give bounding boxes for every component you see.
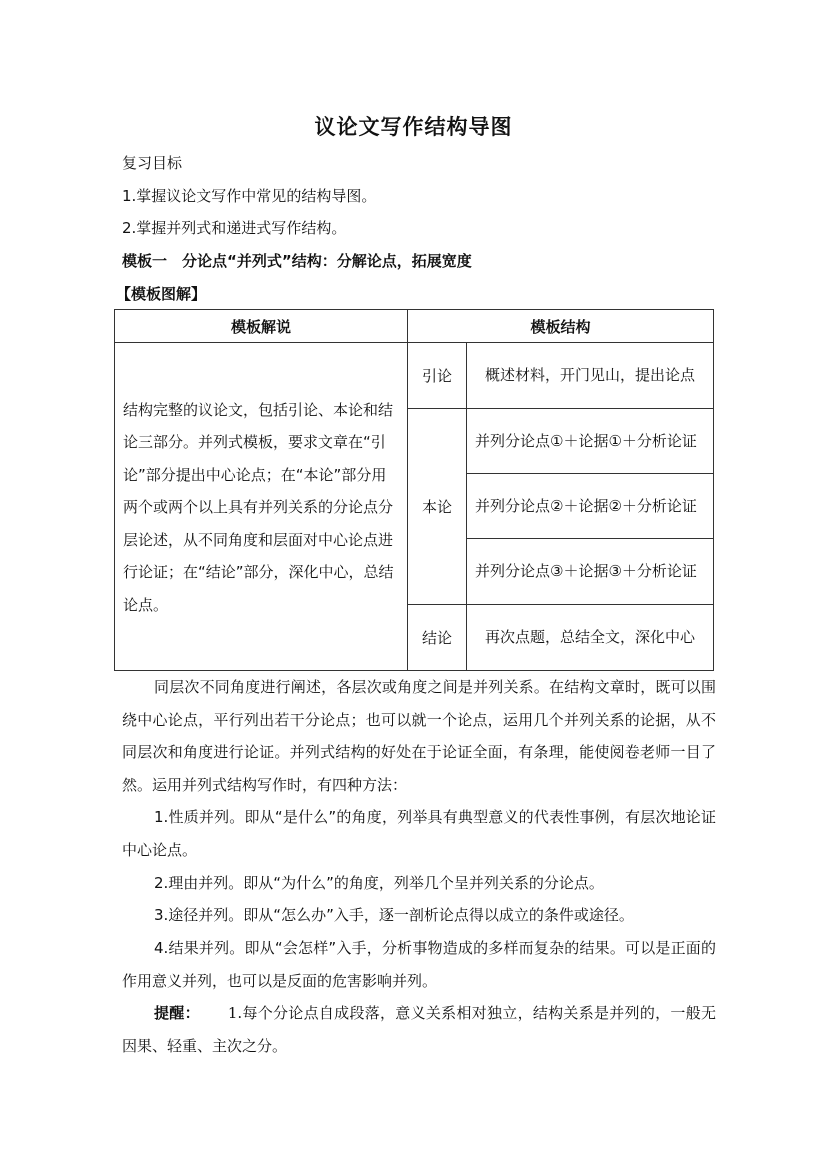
page-title: 议论文写作结构导图 xyxy=(314,114,513,139)
paragraph-method-1: 1.性质并列。即从“是什么”的角度，列举具有典型意义的代表性事例，有层次地论证中心论点。 xyxy=(122,808,716,859)
paragraph-intro: 同层次不同角度进行阐述，各层次或角度之间是并列关系。在结构文章时，既可以围绕中心论点，平行列出若干分论点；也可以就一个论点，运用几个并列关系的论据，从不同层次和角度进行论证。并列式结构的好处在于论证全面，有条理，能使阅卷老师一目了然。运用并列式结构写作时，有四种方法： xyxy=(122,678,716,794)
table-header-description: 模板解说 xyxy=(115,310,408,343)
intro-text: 概述材料，开门见山，提出论点 xyxy=(467,343,714,409)
template-heading: 模板一 分论点“并列式”结构：分解论点，拓展宽度 xyxy=(122,252,472,270)
body-label: 本论 xyxy=(408,409,467,605)
body-row-1: 并列分论点①＋论据①＋分析论证 xyxy=(467,409,714,474)
body-row-3: 并列分论点③＋论据③＋分析论证 xyxy=(467,539,714,605)
paragraph-method-3: 3.途径并列。即从“怎么办”入手，逐一剖析论点得以成立的条件或途径。 xyxy=(154,906,634,924)
tip-text: 1.每个分论点自成段落，意义关系相对独立，结构关系是并列的，一般无因果、轻重、主次之分。 xyxy=(122,1004,716,1055)
conclusion-label: 结论 xyxy=(408,605,467,671)
paragraph-method-4: 4.结果并列。即从“会怎样”入手，分析事物造成的多样而复杂的结果。可以是正面的作用意义并列，也可以是反面的危害影响并列。 xyxy=(122,939,716,990)
template-description: 结构完整的议论文，包括引论、本论和结论三部分。并列式模板，要求文章在“引论”部分提出中心论点；在“本论”部分用两个或两个以上具有并列关系的分论点分层论述，从不同角度和层面对中心论点进行论证；在“结论”部分，深化中心，总结论点。 xyxy=(115,343,408,671)
goal-item-1: 1.掌握议论文写作中常见的结构导图。 xyxy=(122,187,377,205)
tip-paragraph xyxy=(122,997,716,1063)
goals-heading: 复习目标 xyxy=(122,154,183,172)
paragraph-method-2: 2.理由并列。即从“为什么”的角度，列举几个呈并列关系的分论点。 xyxy=(154,874,604,892)
table-header-structure: 模板结构 xyxy=(408,310,714,343)
figure-label: 【模板图解】 xyxy=(116,285,207,303)
body-row-2: 并列分论点②＋论据②＋分析论证 xyxy=(467,474,714,539)
tip-label: 提醒： xyxy=(154,1004,200,1022)
template-table xyxy=(114,309,714,671)
goal-item-2: 2.掌握并列式和递进式写作结构。 xyxy=(122,219,347,237)
conclusion-text: 再次点题，总结全文，深化中心 xyxy=(467,605,714,671)
intro-label: 引论 xyxy=(408,343,467,409)
